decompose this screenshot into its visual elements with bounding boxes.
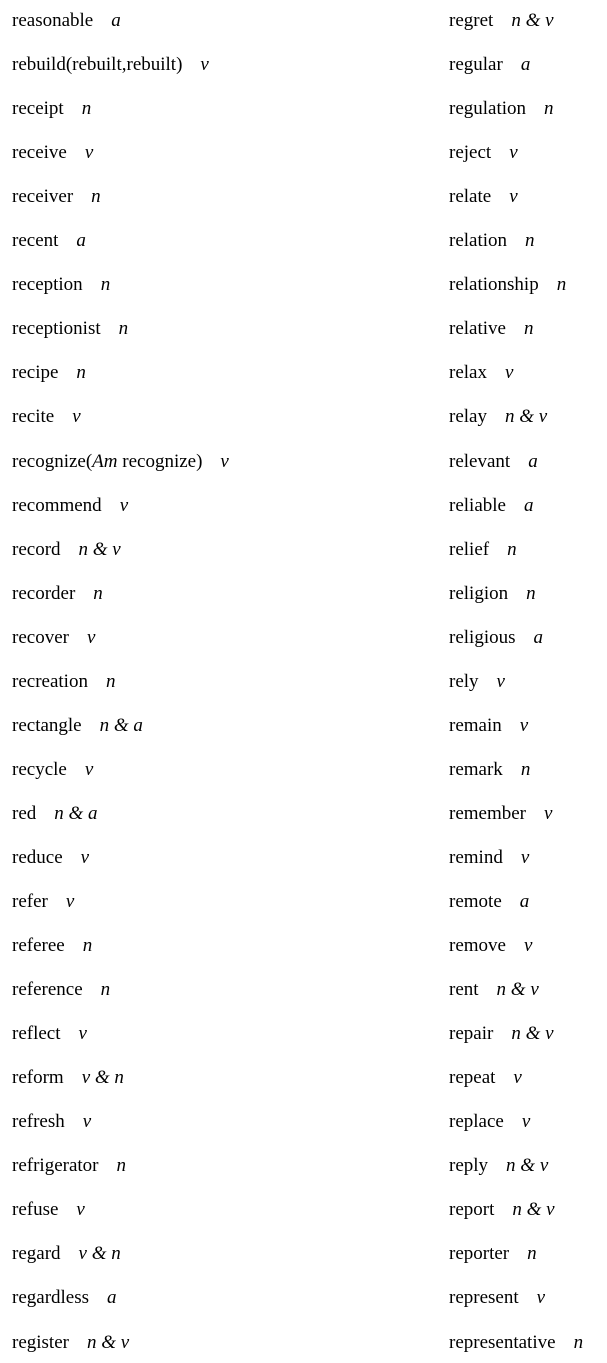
word-entry	[449, 9, 554, 33]
entry-part-of-speech: n	[526, 582, 536, 604]
entry-word: regular	[449, 54, 503, 76]
word-entry	[12, 405, 81, 429]
entry-word: refresh	[12, 1111, 65, 1133]
entry-word: regardless	[12, 1287, 90, 1309]
entry-word: refrigerator	[12, 1155, 99, 1177]
entry-word: report	[449, 1199, 495, 1221]
entry-part-of-speech: v & n	[81, 1067, 124, 1089]
entry-part-of-speech: n & v	[506, 1155, 549, 1177]
word-entry	[12, 758, 93, 782]
word-entry	[12, 626, 95, 650]
entry-word: relationship	[449, 274, 539, 296]
word-entry	[449, 1242, 537, 1266]
entry-word: relief	[449, 538, 490, 560]
entry-word: representative	[449, 1331, 556, 1353]
entry-word: refuse	[12, 1199, 59, 1221]
entry-word: receipt	[12, 98, 64, 120]
entry-word: register	[12, 1331, 69, 1353]
entry-word: recycle	[12, 758, 67, 780]
entry-word: recorder	[12, 582, 76, 604]
word-entry	[449, 405, 547, 429]
entry-word: replace	[449, 1111, 504, 1133]
entry-part-of-speech: n	[100, 274, 111, 296]
word-entry	[12, 97, 91, 121]
word-entry	[12, 890, 74, 914]
entry-part-of-speech: v	[86, 626, 96, 648]
word-entry	[449, 1286, 545, 1310]
entry-part-of-speech: n	[82, 935, 93, 957]
entry-part-of-speech: v	[82, 1111, 92, 1133]
word-entry	[449, 53, 530, 77]
entry-word: recreation	[12, 670, 88, 692]
entry-word: reform	[12, 1067, 64, 1089]
word-entry	[12, 53, 209, 77]
entry-part-of-speech: n & a	[99, 714, 143, 736]
entry-word: receiver	[12, 186, 74, 208]
word-entry	[449, 450, 538, 474]
word-entry	[449, 934, 532, 958]
word-entry	[449, 185, 518, 209]
word-entry	[449, 97, 554, 121]
entry-word: relative	[449, 318, 506, 340]
entry-word: recognize(	[12, 450, 93, 472]
entry-part-of-speech: n & v	[86, 1331, 130, 1353]
word-entry	[12, 1331, 129, 1355]
entry-word: remove	[449, 935, 506, 957]
entry-word: reporter	[449, 1243, 510, 1265]
word-entry	[449, 670, 505, 694]
entry-word: religion	[449, 582, 509, 604]
word-entry	[12, 141, 93, 165]
entry-word: repair	[449, 1023, 494, 1045]
entry-part-of-speech: a	[528, 450, 538, 472]
word-entry	[12, 1110, 91, 1134]
word-entry	[12, 9, 121, 33]
entry-word: remote	[449, 891, 502, 912]
word-entry	[12, 582, 103, 606]
entry-word: regret	[449, 10, 494, 31]
word-entry	[12, 1198, 85, 1222]
entry-part-of-speech: a	[107, 1287, 117, 1309]
entry-word: reduce	[12, 846, 63, 868]
entry-part-of-speech: n	[93, 582, 103, 604]
entry-part-of-speech: v & n	[78, 1243, 121, 1265]
word-entry	[12, 1066, 124, 1090]
entry-part-of-speech: v	[78, 1023, 87, 1045]
word-entry	[12, 361, 86, 385]
entry-word: remind	[449, 846, 503, 868]
word-entry	[449, 978, 539, 1002]
word-entry	[449, 361, 513, 385]
word-entry	[12, 1022, 87, 1046]
entry-word: regulation	[449, 98, 527, 120]
word-entry	[12, 229, 86, 253]
word-entry	[449, 273, 566, 297]
entry-part-of-speech: v	[65, 891, 75, 912]
entry-word: rely	[449, 670, 479, 692]
word-entry	[449, 317, 533, 341]
entry-word: remark	[449, 758, 503, 780]
entry-word: repeat	[449, 1067, 496, 1089]
entry-part-of-speech: n & v	[78, 538, 121, 560]
word-entry	[449, 890, 529, 914]
entry-part-of-speech: n	[105, 670, 116, 692]
entry-word: relevant	[449, 450, 511, 472]
word-entry	[12, 1242, 121, 1266]
entry-word: religious	[449, 626, 516, 648]
word-entry	[12, 714, 143, 738]
entry-part-of-speech: a	[519, 891, 530, 912]
entry-part-of-speech: n & a	[54, 802, 98, 824]
entry-part-of-speech: v	[521, 1111, 531, 1133]
entry-word: reply	[449, 1155, 489, 1177]
entry-part-of-speech: v	[84, 758, 94, 780]
entry-part-of-speech: n	[523, 318, 534, 340]
entry-word: recommend	[12, 494, 102, 516]
entry-part-of-speech: n	[100, 979, 111, 1001]
word-entry	[12, 846, 89, 870]
word-entry	[12, 670, 115, 694]
word-entry	[449, 494, 533, 518]
word-entry	[449, 1022, 554, 1046]
entry-part-of-speech: v	[80, 846, 90, 868]
entry-word: refer	[12, 891, 48, 912]
entry-part-of-speech: v	[76, 1199, 85, 1221]
entry-part-of-speech: n	[118, 318, 129, 340]
word-entry	[12, 185, 101, 209]
entry-part-of-speech: v	[523, 935, 533, 957]
word-entry	[449, 626, 543, 650]
word-entry	[12, 538, 121, 562]
entry-part-of-speech: v	[84, 142, 94, 164]
entry-word: receptionist	[12, 318, 101, 340]
word-entry	[12, 494, 128, 518]
word-entry	[12, 273, 110, 297]
word-entry	[449, 714, 528, 738]
word-entry	[12, 978, 110, 1002]
entry-word: rent	[449, 979, 479, 1001]
entry-part-of-speech: v	[509, 142, 518, 164]
entry-word: remain	[449, 714, 502, 736]
entry-part-of-speech: a	[76, 230, 86, 252]
entry-word: reception	[12, 274, 83, 296]
entry-word: rebuild(rebuilt,rebuilt)	[12, 54, 183, 76]
entry-part-of-speech: v	[200, 54, 209, 76]
entry-word: reliable	[449, 494, 506, 516]
entry-part-of-speech: v	[544, 802, 553, 824]
entry-part-of-speech: a	[520, 54, 531, 76]
entry-word-tail: recognize)	[117, 450, 203, 472]
entry-word: reasonable	[12, 10, 94, 31]
entry-part-of-speech: v	[220, 450, 229, 472]
entry-word: referee	[12, 935, 65, 957]
entry-word: recipe	[12, 362, 59, 384]
entry-part-of-speech: v	[72, 406, 81, 428]
word-entry	[449, 1331, 583, 1355]
word-entry	[12, 1286, 117, 1310]
entry-part-of-speech: a	[111, 10, 121, 31]
entry-part-of-speech: v	[119, 494, 129, 516]
word-entry	[449, 538, 517, 562]
entry-part-of-speech: v	[504, 362, 514, 384]
entry-part-of-speech: n & v	[504, 406, 548, 428]
word-entry	[449, 1154, 548, 1178]
entry-word: reference	[12, 979, 83, 1001]
entry-word: record	[12, 538, 61, 560]
word-entry	[449, 582, 536, 606]
entry-word: represent	[449, 1287, 519, 1309]
entry-word: regard	[12, 1243, 61, 1265]
entry-part-of-speech: a	[523, 494, 534, 516]
word-entry	[12, 450, 229, 474]
entry-part-of-speech: n & v	[511, 1023, 554, 1045]
word-entry	[12, 317, 128, 341]
entry-part-of-speech: a	[533, 626, 543, 648]
entry-part-of-speech: n	[81, 98, 92, 120]
entry-part-of-speech: v	[520, 846, 530, 868]
word-entry	[449, 802, 552, 826]
entry-part-of-speech: n & v	[511, 10, 554, 31]
entry-part-of-speech: v	[536, 1287, 546, 1309]
word-entry	[449, 1110, 530, 1134]
word-entry	[449, 141, 518, 165]
entry-part-of-speech: n	[556, 274, 567, 296]
word-entry	[12, 934, 92, 958]
word-entry	[449, 758, 530, 782]
entry-word: reject	[449, 142, 492, 164]
entry-word: receive	[12, 142, 67, 164]
entry-part-of-speech: n	[507, 538, 517, 560]
entry-word: relay	[449, 406, 487, 428]
entry-part-of-speech: v	[496, 670, 505, 692]
entry-word: reflect	[12, 1023, 61, 1045]
word-entry	[449, 1066, 522, 1090]
entry-part-of-speech: n	[520, 758, 531, 780]
entry-word: recite	[12, 406, 55, 428]
entry-part-of-speech: n & v	[496, 979, 539, 1001]
entry-part-of-speech: n	[544, 98, 554, 120]
entry-word: relate	[449, 186, 492, 208]
entry-word: relation	[449, 230, 508, 252]
entry-word: rectangle	[12, 714, 82, 736]
entry-word: recover	[12, 626, 69, 648]
entry-part-of-speech: n	[573, 1331, 584, 1353]
entry-part-of-speech: n	[116, 1155, 126, 1177]
word-entry	[12, 1154, 126, 1178]
entry-part-of-speech: v	[513, 1067, 522, 1089]
word-entry	[449, 229, 535, 253]
entry-part-of-speech: n	[527, 1243, 537, 1265]
word-entry	[449, 846, 529, 870]
entry-part-of-speech: n	[91, 186, 101, 208]
word-entry	[12, 802, 98, 826]
word-entry	[449, 1198, 555, 1222]
entry-word: red	[12, 802, 37, 824]
entry-word: remember	[449, 802, 527, 824]
entry-part-of-speech: v	[509, 186, 518, 208]
entry-word-variant-label: Am	[92, 450, 118, 472]
entry-part-of-speech: n	[525, 230, 535, 252]
entry-part-of-speech: n & v	[512, 1199, 555, 1221]
entry-part-of-speech: v	[519, 714, 529, 736]
entry-part-of-speech: n	[76, 362, 86, 384]
entry-word: recent	[12, 230, 59, 252]
entry-word: relax	[449, 362, 487, 384]
